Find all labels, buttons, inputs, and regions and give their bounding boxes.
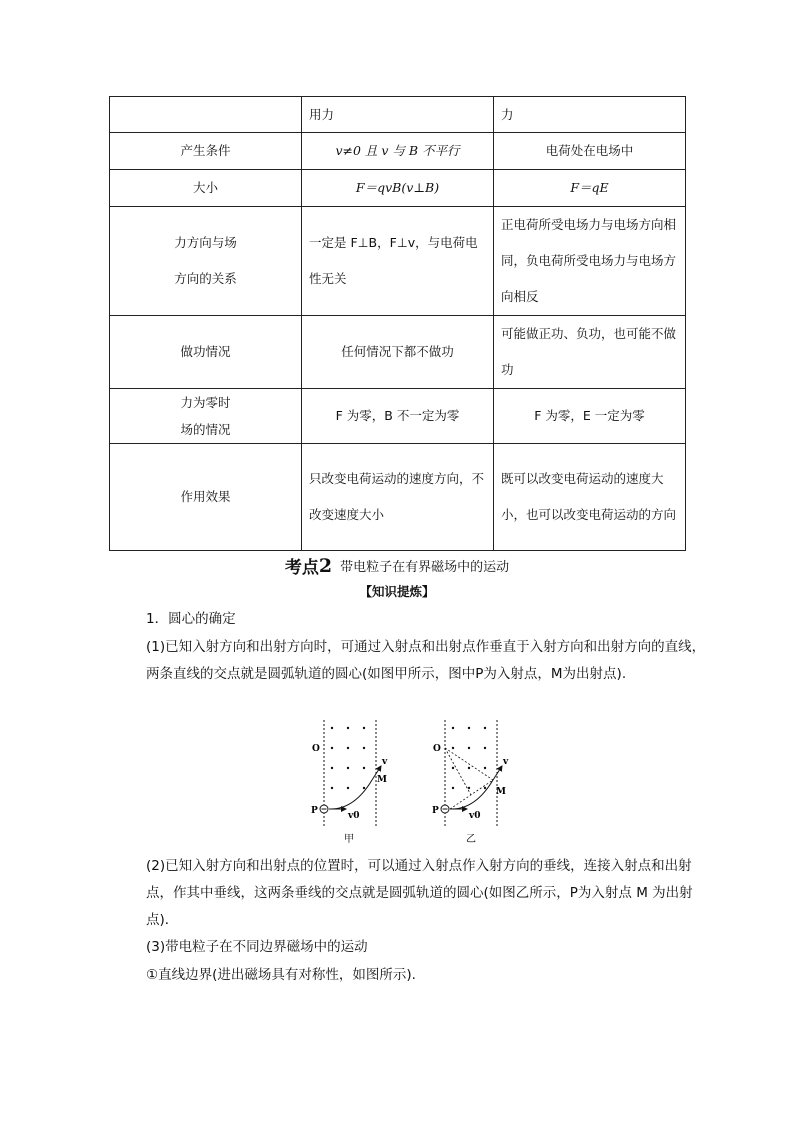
item1-title: 1．圆心的确定	[146, 611, 236, 627]
magnitude-magnetic: F＝qvB(v⊥B)	[302, 170, 494, 207]
table-row-condition	[110, 133, 686, 170]
row-label-zero	[110, 389, 302, 444]
zero-label-line2: 场的情况	[180, 422, 231, 437]
field-dots-left	[331, 727, 365, 789]
paragraph-1: (1)已知入射方向和出射方向时，可通过入射点和出射点作垂直于入射方向和出射方向的直线，两条直线的交点就是圆弧轨道的圆心(如图甲所示，图中P为入射点，M为出射点).	[146, 639, 706, 682]
comparison-table	[109, 96, 686, 551]
row-label-magnitude: 大小	[110, 170, 302, 207]
header-electric: 力	[494, 97, 686, 133]
chord-PM	[450, 780, 493, 809]
header-empty-cell	[110, 97, 302, 133]
effect-electric: 既可以改变电荷运动的速度大小，也可以改变电荷运动的方向	[494, 444, 686, 551]
label-M-right: M	[496, 787, 506, 797]
row-label-effect: 作用效果	[110, 444, 302, 551]
row-label-work: 做功情况	[110, 316, 302, 389]
magnitude-electric: F＝qE	[494, 170, 686, 207]
effect-magnetic: 只改变电荷运动的速度方向，不改变速度大小	[302, 444, 494, 551]
field-dots-right	[452, 727, 486, 789]
diagram-left	[311, 720, 388, 845]
row-label-condition: 产生条件	[110, 133, 302, 170]
table-row-effect	[110, 444, 686, 551]
label-O-right: O	[433, 744, 441, 754]
row-label-direction	[110, 207, 302, 316]
direction-label-line2: 方向的关系	[174, 271, 237, 286]
radius-line-OM	[445, 748, 493, 780]
subheading: 【知识提炼】	[359, 584, 435, 599]
table-row-direction	[110, 207, 686, 316]
direction-magnetic: 一定是 F⊥B，F⊥v，与电荷电性无关	[302, 207, 494, 316]
table-row-header	[110, 97, 686, 133]
label-P-right: P	[432, 806, 439, 816]
perpendicular-bisector	[445, 748, 471, 795]
figure-center-determination	[308, 718, 520, 848]
label-M-left: M	[377, 775, 387, 785]
work-magnetic: 任何情况下都不做功	[302, 316, 494, 389]
paragraph-2: (2)已知入射方向和出射点的位置时，可以通过入射点作入射方向的垂线，连接入射点和出射点，作其中垂线，这两条垂线的交点就是圆弧轨道的圆心(如图乙所示，P为入射点 M 为出射点)．	[146, 858, 693, 928]
section-heading	[0, 553, 794, 578]
table-row-magnitude	[110, 170, 686, 207]
label-v-left: v	[382, 757, 388, 767]
paragraph-4: ①直线边界(进出磁场具有对称性，如图所示).	[146, 967, 416, 983]
caption-left: 甲	[344, 834, 354, 845]
caption-right: 乙	[466, 834, 476, 845]
section-number: 2	[318, 554, 333, 577]
label-P-left: P	[311, 806, 318, 816]
table-row-zero	[110, 389, 686, 444]
label-v-right: v	[503, 757, 509, 767]
table-row-work	[110, 316, 686, 389]
direction-label-line1: 力方向与场	[174, 235, 237, 250]
condition-electric: 电荷处在电场中	[494, 133, 686, 170]
section-title: 带电粒子在有界磁场中的运动	[340, 560, 510, 575]
header-magnetic: 用力	[302, 97, 494, 133]
zero-magnetic: F 为零，B 不一定为零	[302, 389, 494, 444]
zero-electric: F 为零，E 一定为零	[494, 389, 686, 444]
diagram-right	[432, 720, 509, 845]
condition-magnetic: v≠0 且 v 与 B 不平行	[302, 133, 494, 170]
paragraph-3: (3)带电粒子在不同边界磁场中的运动	[146, 939, 368, 955]
label-v0-left: v0	[348, 811, 360, 821]
section-label: 考点	[284, 558, 319, 578]
trajectory-arc-left	[329, 780, 372, 809]
label-O-left: O	[312, 744, 320, 754]
direction-electric: 正电荷所受电场力与电场方向相同，负电荷所受电场力与电场方向相反	[494, 207, 686, 316]
zero-label-line1: 力为零时	[180, 395, 231, 410]
work-electric: 可能做正功、负功，也可能不做功	[494, 316, 686, 389]
label-v0-right: v0	[469, 811, 481, 821]
figure-svg	[308, 718, 520, 848]
